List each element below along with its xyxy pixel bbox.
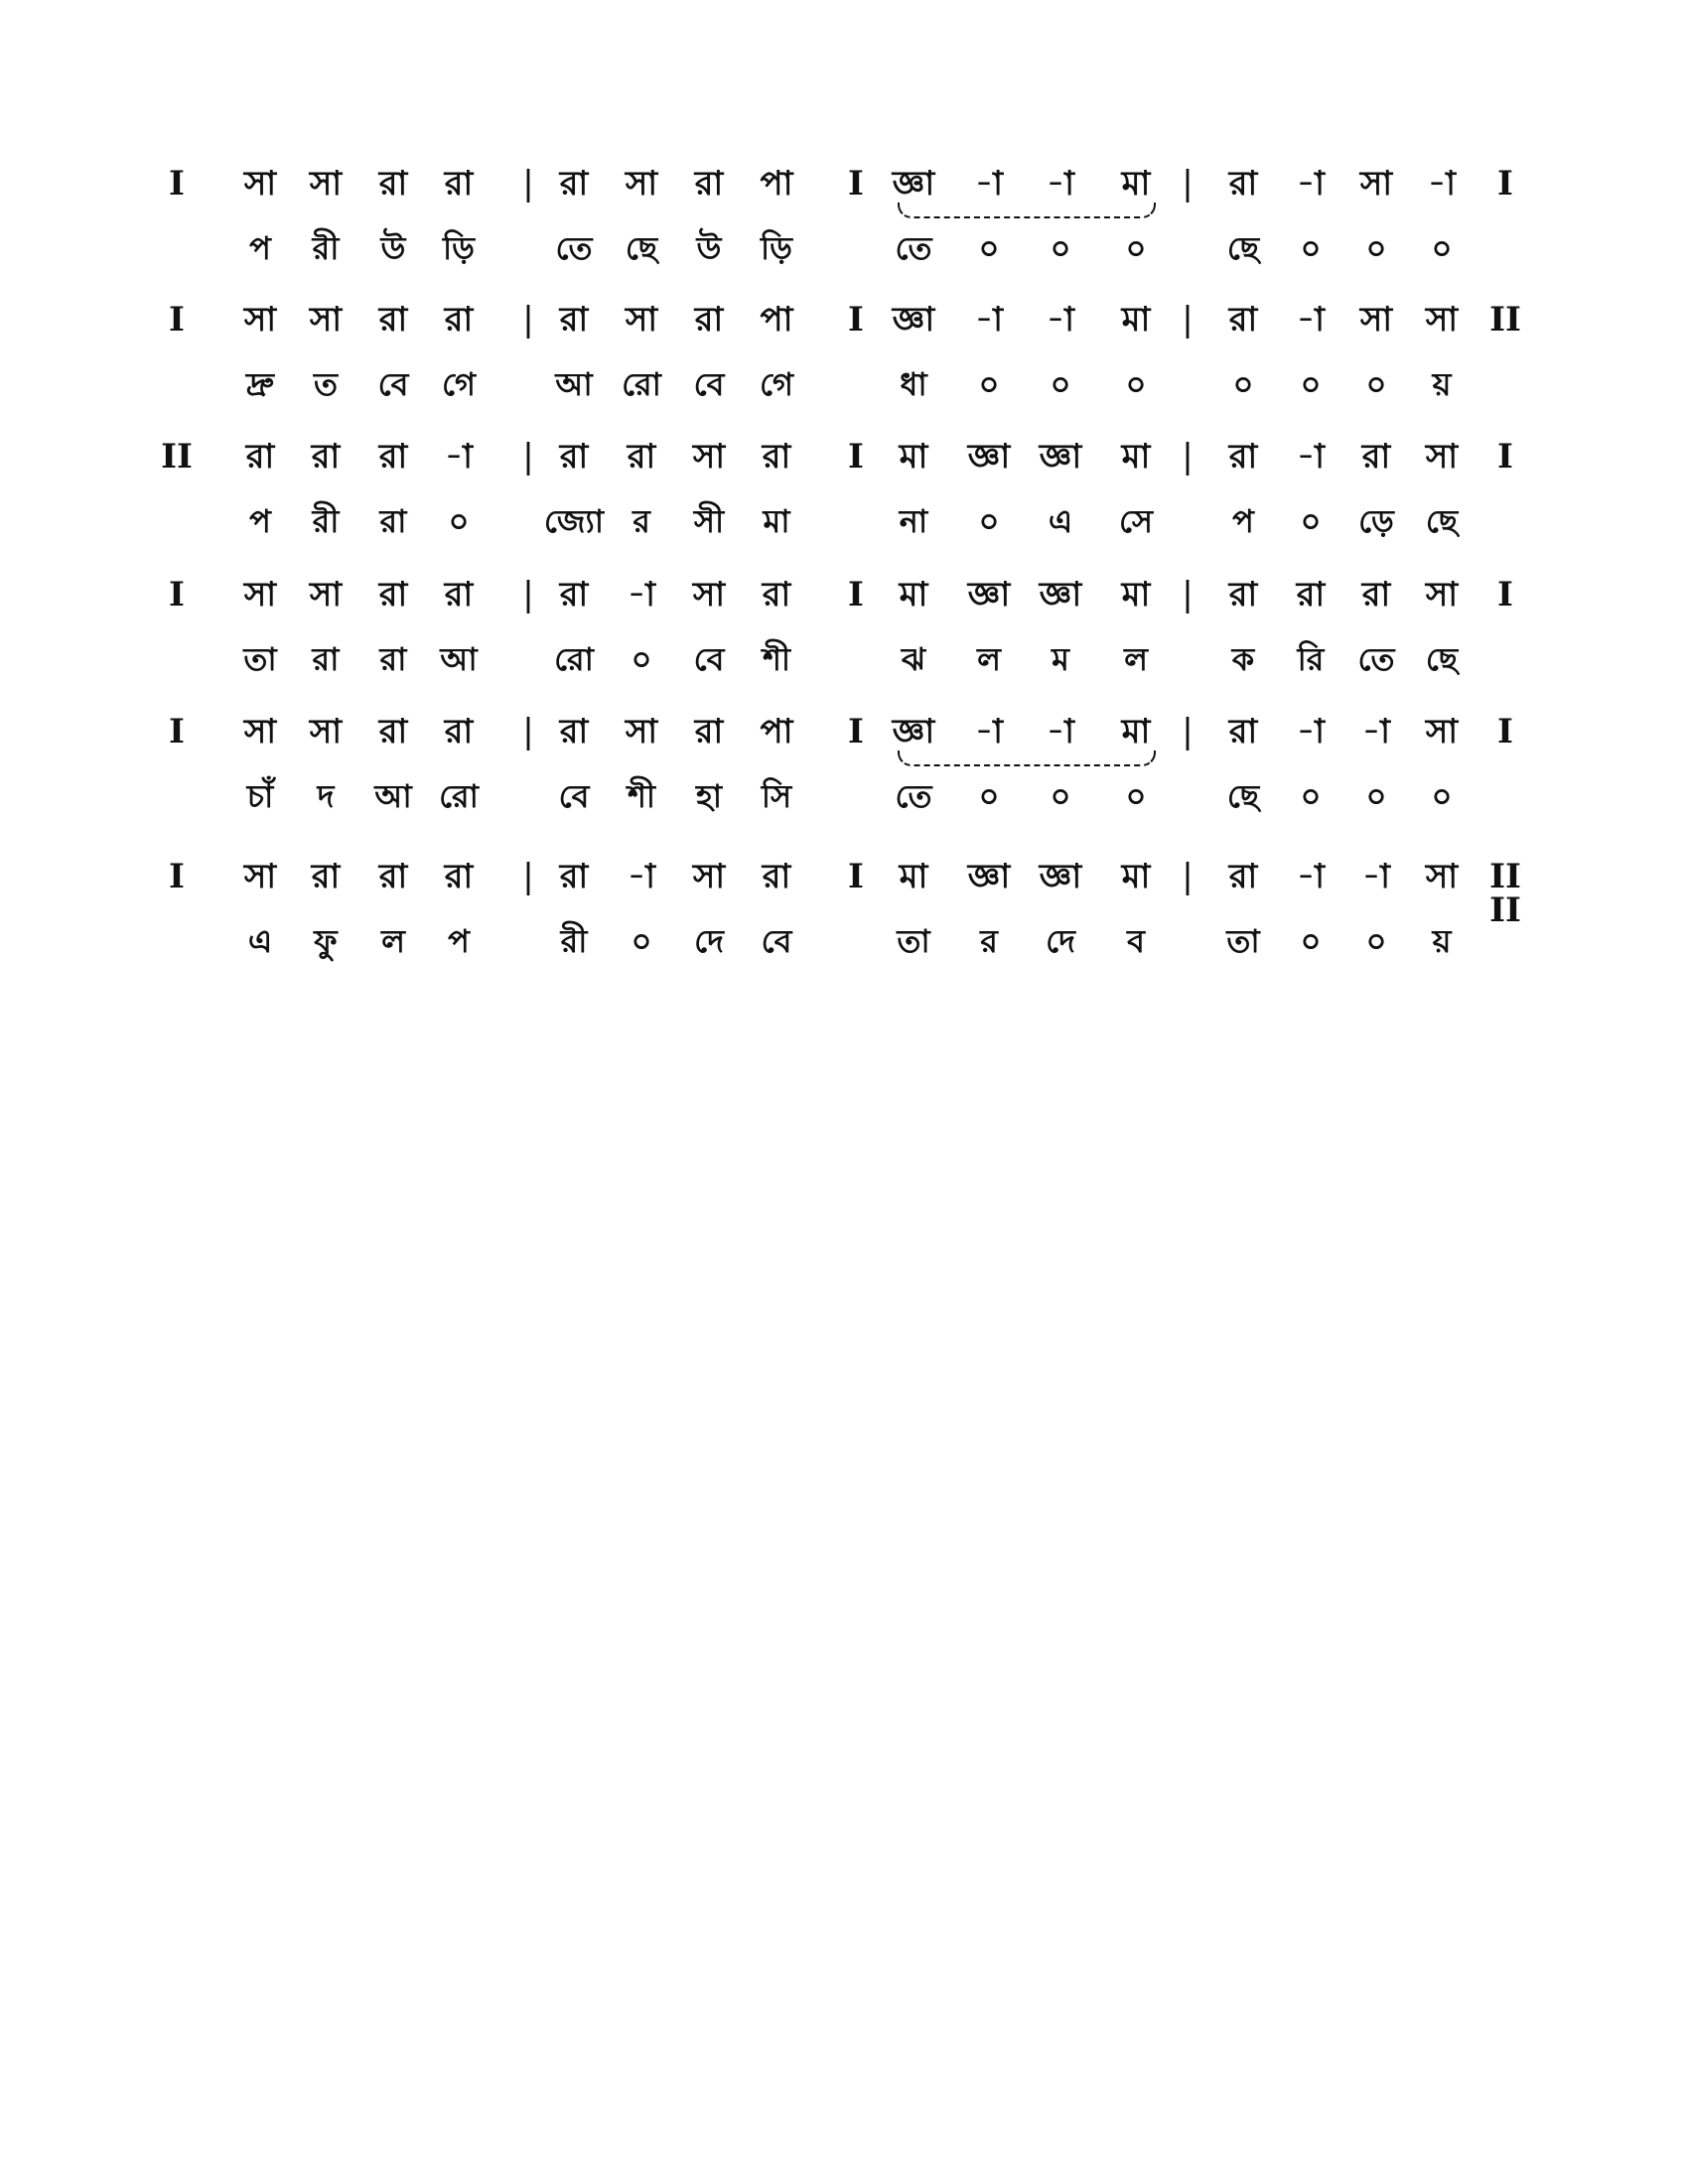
bar-line: I: [1497, 164, 1513, 204]
swara-note: সা: [1425, 575, 1459, 614]
swara-note: রা: [559, 437, 589, 477]
swara-note: সা: [692, 575, 726, 614]
swara-note: জ্ঞা: [892, 300, 935, 340]
notation-system: [0, 300, 1688, 438]
lyric-syllable: এ: [1048, 502, 1073, 540]
lyric-syllable: উ: [696, 229, 722, 267]
swara-note: রা: [378, 437, 408, 477]
swara-note: -া: [975, 712, 1003, 751]
swara-note: -া: [628, 575, 655, 614]
swara-note: সা: [309, 300, 343, 340]
swara-note: জ্ঞা: [1039, 575, 1082, 614]
bar-line: I: [1497, 712, 1513, 751]
bar-line: |: [1182, 164, 1194, 204]
lyric-syllable: মা: [763, 502, 790, 540]
swara-note: রা: [1228, 712, 1258, 751]
lyric-syllable: শী: [762, 640, 791, 678]
swara-note: সা: [309, 164, 343, 204]
swara-note: -া: [1362, 712, 1390, 751]
swara-note: মা: [899, 857, 928, 896]
bar-line: |: [522, 300, 534, 340]
lyric-syllable: ০: [1050, 229, 1071, 267]
swara-note: সা: [243, 164, 277, 204]
swara-note: সা: [243, 857, 277, 896]
lyric-syllable: ০: [1431, 777, 1453, 815]
lyric-syllable: ০: [1125, 777, 1147, 815]
lyric-syllable: ০: [1300, 922, 1322, 960]
bar-line: I: [169, 712, 185, 751]
lyric-syllable: সে: [1118, 502, 1154, 540]
swara-note: রা: [378, 712, 408, 751]
swara-note: -া: [1297, 300, 1325, 340]
swara-note: সা: [243, 575, 277, 614]
lyric-syllable: ক: [1231, 640, 1255, 678]
swara-note: রা: [694, 712, 724, 751]
swara-note: রা: [559, 857, 589, 896]
lyric-syllable: তে: [895, 777, 932, 815]
lyric-syllable: বে: [693, 640, 725, 678]
swara-note: -া: [1047, 300, 1074, 340]
lyric-syllable: প: [249, 502, 271, 540]
swara-note: সা: [243, 712, 277, 751]
lyric-syllable: আ: [374, 777, 412, 815]
bar-line: |: [1182, 712, 1194, 751]
bar-line: |: [522, 712, 534, 751]
swara-note: সা: [309, 712, 343, 751]
lyric-syllable: ছে: [1226, 777, 1260, 815]
bar-line: I: [848, 300, 864, 340]
lyric-syllable: ত: [313, 365, 338, 403]
lyric-syllable: ড়ি: [443, 229, 475, 267]
swara-note: মা: [899, 437, 928, 477]
swara-note: মা: [1121, 300, 1151, 340]
lyric-syllable: রী: [560, 922, 588, 960]
swara-note: জ্ঞা: [967, 857, 1011, 896]
notation-system: [0, 164, 1688, 302]
swara-note: সা: [1359, 300, 1393, 340]
lyric-syllable: তে: [555, 229, 593, 267]
lyric-syllable: ধা: [900, 365, 927, 403]
lyric-syllable: না: [899, 502, 928, 540]
swara-note: রা: [378, 575, 408, 614]
swara-note: রা: [762, 575, 791, 614]
swara-note: রা: [378, 857, 408, 896]
lyric-syllable: ব: [1127, 922, 1145, 960]
swara-note: সা: [243, 300, 277, 340]
lyric-syllable: ল: [1124, 640, 1148, 678]
lyric-syllable: ০: [978, 365, 1000, 403]
lyric-syllable: তে: [895, 229, 932, 267]
lyric-syllable: তা: [243, 640, 277, 678]
lyric-syllable: ০: [448, 502, 470, 540]
swara-note: মা: [1121, 857, 1151, 896]
lyric-syllable: প: [448, 922, 470, 960]
lyric-syllable: ড়ে: [1358, 502, 1394, 540]
lyric-syllable: সি: [761, 777, 792, 815]
swara-note: জ্ঞা: [967, 437, 1011, 477]
lyric-syllable: বে: [377, 365, 409, 403]
swara-note: রা: [694, 300, 724, 340]
swara-note: রা: [378, 300, 408, 340]
swara-note: সা: [1425, 712, 1459, 751]
swara-note: জ্ঞা: [967, 575, 1011, 614]
bar-line: I: [169, 575, 185, 614]
swara-note: রা: [1228, 857, 1258, 896]
swara-note: পা: [760, 712, 793, 751]
lyric-syllable: প: [1232, 502, 1254, 540]
lyric-syllable: দে: [694, 922, 724, 960]
bar-line: I: [848, 437, 864, 477]
lyric-syllable: ০: [1050, 777, 1071, 815]
lyric-syllable: জ্যো: [543, 502, 605, 540]
lyric-syllable: ০: [978, 502, 1000, 540]
lyric-syllable: র: [633, 502, 650, 540]
swara-note: সা: [309, 575, 343, 614]
swara-note: রা: [1228, 437, 1258, 477]
swara-note: -া: [1297, 437, 1325, 477]
lyric-syllable: র: [980, 922, 998, 960]
swara-note: সা: [1359, 164, 1393, 204]
swara-note: রা: [1228, 164, 1258, 204]
lyric-syllable: ফু: [314, 922, 338, 960]
bar-line: |: [1182, 575, 1194, 614]
swara-note: মা: [1121, 712, 1151, 751]
swara-note: -া: [1428, 164, 1456, 204]
swara-note: সা: [692, 857, 726, 896]
swara-note: রা: [559, 712, 589, 751]
swara-note: -া: [1297, 164, 1325, 204]
swara-note: রা: [245, 437, 275, 477]
lyric-syllable: ০: [1125, 365, 1147, 403]
lyric-syllable: রি: [1297, 640, 1325, 678]
bar-line: II: [161, 437, 193, 477]
lyric-syllable: তা: [1226, 922, 1260, 960]
bar-line: I: [1497, 575, 1513, 614]
swara-note: -া: [1047, 712, 1074, 751]
lyric-syllable: বে: [693, 365, 725, 403]
swara-note: মা: [1121, 437, 1151, 477]
lyric-syllable: ০: [1125, 229, 1147, 267]
swara-note: জ্ঞা: [892, 164, 935, 204]
swara-note: সা: [625, 712, 658, 751]
lyric-syllable: ছে: [1226, 229, 1260, 267]
lyric-syllable: ০: [1300, 777, 1322, 815]
lyric-syllable: ছে: [1425, 640, 1459, 678]
bar-line: I: [848, 857, 864, 896]
lyric-syllable: আ: [440, 640, 478, 678]
swara-note: পা: [760, 164, 793, 204]
lyric-syllable: য়: [1432, 922, 1452, 960]
bar-line: |: [522, 857, 534, 896]
swara-note: সা: [625, 300, 658, 340]
lyric-syllable: প: [249, 229, 271, 267]
swara-note: রা: [627, 437, 656, 477]
bar-line: |: [1182, 857, 1194, 896]
bar-line: I: [169, 857, 185, 896]
swara-note: -া: [628, 857, 655, 896]
lyric-syllable: রো: [622, 365, 661, 403]
lyric-syllable: রী: [312, 502, 340, 540]
swara-note: মা: [1121, 575, 1151, 614]
swara-note: রা: [1361, 575, 1391, 614]
swara-note: রা: [762, 857, 791, 896]
lyric-syllable: চাঁ: [246, 777, 274, 815]
swara-note: সা: [1425, 437, 1459, 477]
swara-note: সা: [1425, 857, 1459, 896]
lyric-syllable: রো: [554, 640, 594, 678]
lyric-syllable: সী: [693, 502, 725, 540]
swara-note: জ্ঞা: [892, 712, 935, 751]
lyric-syllable: ০: [631, 640, 652, 678]
lyric-syllable: উ: [380, 229, 406, 267]
lyric-syllable: ০: [1300, 365, 1322, 403]
lyric-syllable: ০: [1365, 229, 1387, 267]
swara-note: রা: [444, 712, 474, 751]
swara-note: রা: [762, 437, 791, 477]
lyric-syllable: রী: [312, 229, 340, 267]
swara-note: পা: [760, 300, 793, 340]
lyric-syllable: বে: [761, 922, 792, 960]
lyric-syllable: য়: [1432, 365, 1452, 403]
lyric-syllable: আ: [555, 365, 593, 403]
bar-line: I: [1497, 437, 1513, 477]
swara-note: -া: [1047, 164, 1074, 204]
swara-note: রা: [311, 437, 341, 477]
bar-line: I: [169, 164, 185, 204]
swara-note: রা: [1228, 300, 1258, 340]
swara-note: রা: [444, 857, 474, 896]
bar-line: I: [848, 164, 864, 204]
bar-line: |: [522, 575, 534, 614]
lyric-syllable: ০: [978, 777, 1000, 815]
swara-note: রা: [378, 164, 408, 204]
swara-note: -া: [445, 437, 473, 477]
swara-note: মা: [899, 575, 928, 614]
bar-line: |: [1182, 300, 1194, 340]
swara-note: -া: [1362, 857, 1390, 896]
lyric-syllable: ০: [1365, 777, 1387, 815]
lyric-syllable: ০: [1050, 365, 1071, 403]
lyric-syllable: ০: [1365, 922, 1387, 960]
bar-line: |: [522, 164, 534, 204]
lyric-syllable: ছে: [625, 229, 658, 267]
swara-note: -া: [1297, 857, 1325, 896]
lyric-syllable: এ: [247, 922, 273, 960]
bar-line: II II: [1489, 857, 1521, 930]
swara-note: রা: [1228, 575, 1258, 614]
lyric-syllable: তে: [1357, 640, 1395, 678]
lyric-syllable: দে: [1046, 922, 1075, 960]
swara-note: সা: [1425, 300, 1459, 340]
bar-line: I: [848, 712, 864, 751]
bar-line: I: [848, 575, 864, 614]
lyric-syllable: ড়ি: [761, 229, 792, 267]
swara-note: রা: [559, 164, 589, 204]
swara-note: রা: [1361, 437, 1391, 477]
lyric-syllable: গে: [442, 365, 476, 403]
swara-note: রা: [444, 164, 474, 204]
lyric-syllable: ০: [1365, 365, 1387, 403]
notation-system: [0, 857, 1688, 995]
lyric-syllable: রা: [312, 640, 340, 678]
lyric-syllable: ০: [978, 229, 1000, 267]
slur-mark: [898, 203, 1156, 218]
lyric-syllable: হা: [695, 777, 723, 815]
lyric-syllable: তা: [897, 922, 930, 960]
swara-note: রা: [694, 164, 724, 204]
lyric-syllable: ০: [1431, 229, 1453, 267]
bar-line: II: [1489, 300, 1521, 340]
lyric-syllable: ছে: [1425, 502, 1459, 540]
lyric-syllable: রা: [379, 502, 407, 540]
lyric-syllable: দ: [317, 777, 335, 815]
swara-note: রা: [559, 300, 589, 340]
swara-note: রা: [1296, 575, 1326, 614]
swara-note: -া: [975, 300, 1003, 340]
lyric-syllable: ল: [977, 640, 1001, 678]
swara-note: -া: [975, 164, 1003, 204]
lyric-syllable: ০: [631, 922, 652, 960]
lyric-syllable: বে: [558, 777, 590, 815]
slur-mark: [898, 751, 1156, 766]
swara-note: রা: [311, 857, 341, 896]
lyric-syllable: ঝ: [901, 640, 926, 678]
lyric-syllable: শী: [627, 777, 656, 815]
lyric-syllable: রা: [379, 640, 407, 678]
notation-system: [0, 575, 1688, 713]
lyric-syllable: ০: [1300, 502, 1322, 540]
lyric-syllable: দ্রু: [245, 365, 275, 403]
swara-note: রা: [444, 300, 474, 340]
swara-note: মা: [1121, 164, 1151, 204]
lyric-syllable: ০: [1300, 229, 1322, 267]
swara-note: রা: [559, 575, 589, 614]
lyric-syllable: রো: [439, 777, 479, 815]
swara-note: জ্ঞা: [1039, 857, 1082, 896]
swara-note: সা: [625, 164, 658, 204]
lyric-syllable: ল: [381, 922, 405, 960]
bar-line: I: [169, 300, 185, 340]
swara-note: -া: [1297, 712, 1325, 751]
lyric-syllable: ম: [1052, 640, 1069, 678]
bar-line: |: [522, 437, 534, 477]
lyric-syllable: ০: [1232, 365, 1254, 403]
lyric-syllable: গে: [760, 365, 793, 403]
notation-system: [0, 437, 1688, 575]
swara-note: সা: [692, 437, 726, 477]
notation-system: [0, 712, 1688, 850]
bar-line: |: [1182, 437, 1194, 477]
swara-note: জ্ঞা: [1039, 437, 1082, 477]
swara-note: রা: [444, 575, 474, 614]
